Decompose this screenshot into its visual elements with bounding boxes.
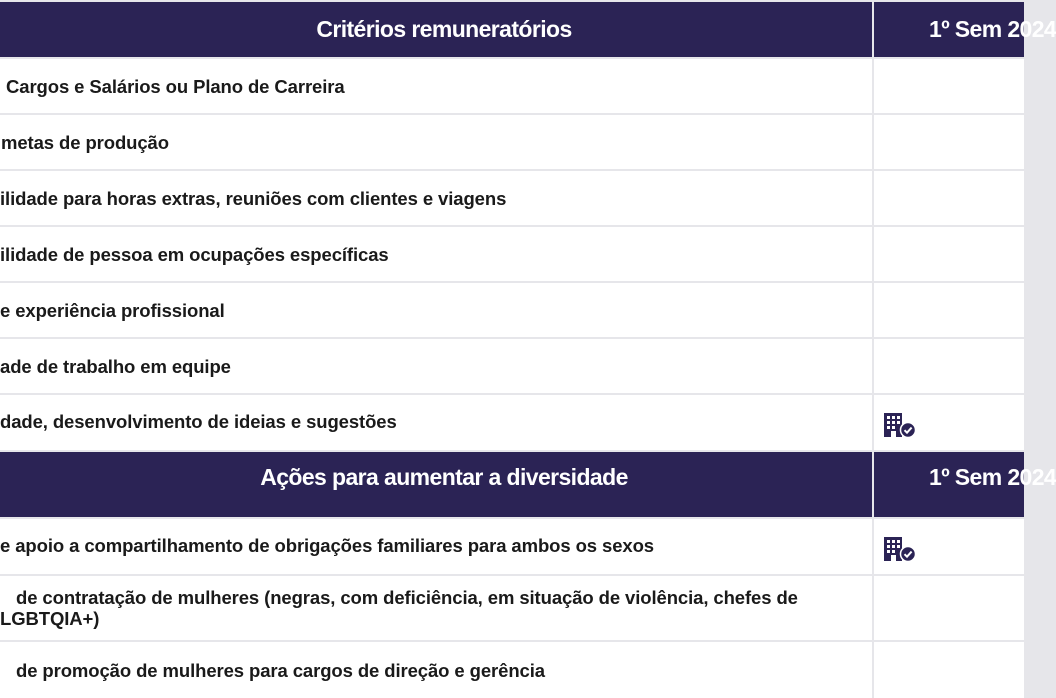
table-row: [0, 115, 1024, 169]
row-status-cell: [874, 519, 1024, 574]
row-label: dade, desenvolvimento de ideias e sugestões: [0, 411, 397, 432]
table-row: [0, 59, 1024, 113]
building-check-icon: [883, 412, 917, 438]
table-row: [0, 395, 1024, 450]
row-label: de promoção de mulheres para cargos de direção e gerência: [16, 659, 545, 681]
row-status-cell: [874, 576, 1024, 640]
row-status-cell: [874, 395, 1024, 450]
table-row: [0, 339, 1024, 393]
table-row: [0, 576, 1024, 640]
row-status-cell: [874, 171, 1024, 225]
section-header-diversity: [0, 452, 1056, 517]
section-header-remuneration: [0, 2, 1056, 57]
table-row: [0, 227, 1024, 281]
row-status-cell: [874, 283, 1024, 337]
table-row: [0, 283, 1024, 337]
table-row: [0, 171, 1024, 225]
period-header: 1º Sem 2024: [874, 452, 1024, 517]
row-label: e apoio a compartilhamento de obrigações familiares para ambos os sexos: [0, 535, 654, 556]
section-title: Critérios remuneratórios: [0, 2, 872, 57]
row-status-cell: [874, 59, 1024, 113]
table-row: [0, 519, 1024, 574]
row-label: de contratação de mulheres (negras, com deficiência, em situação de violência, chefes de: [16, 587, 798, 608]
row-label-continued: LGBTQIA+): [0, 608, 100, 629]
row-label: ilidade para horas extras, reuniões com clientes e viagens: [0, 187, 507, 209]
row-status-cell: [874, 227, 1024, 281]
building-check-icon: [883, 536, 917, 562]
row-label: metas de produção: [1, 131, 169, 153]
row-status-cell: [874, 642, 1024, 698]
table-row: [0, 642, 1024, 698]
period-header: 1º Sem 2024: [874, 2, 1024, 57]
row-label: ade de trabalho em equipe: [0, 355, 231, 377]
row-label: e experiência profissional: [0, 299, 225, 321]
row-status-cell: [874, 339, 1024, 393]
row-label: ilidade de pessoa em ocupações específicas: [0, 243, 389, 265]
row-label: Cargos e Salários ou Plano de Carreira: [6, 75, 345, 97]
row-status-cell: [874, 115, 1024, 169]
section-title: Ações para aumentar a diversidade: [0, 452, 872, 517]
